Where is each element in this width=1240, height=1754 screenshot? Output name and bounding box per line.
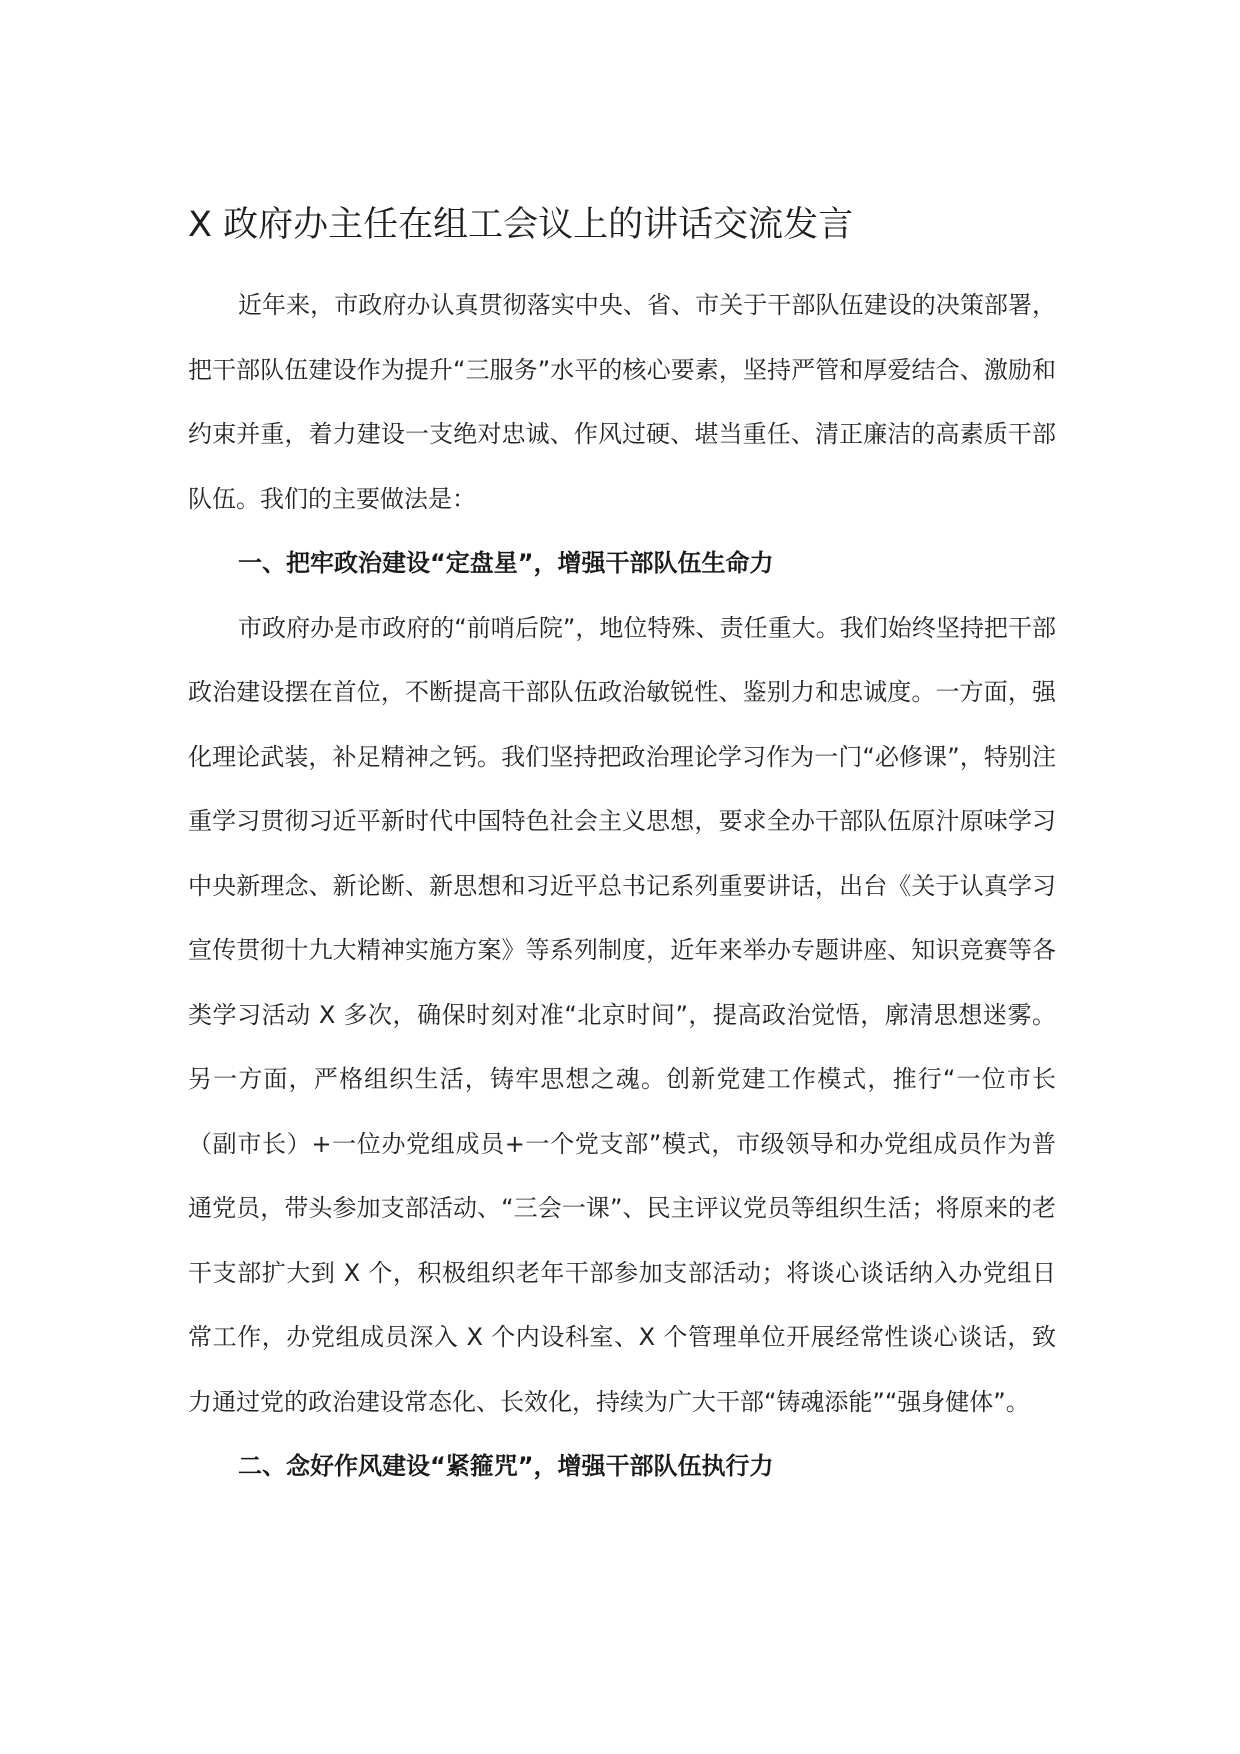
section-heading-2: 二、念好作风建设“紧箍咒”，增强干部队伍执行力 [238,1452,774,1480]
document-body [188,273,1056,1499]
document-title: X 政府办主任在组工会议上的讲话交流发言 [188,205,854,245]
section-heading-1: 一、把牢政治建设“定盘星”，增强干部队伍生命力 [238,549,774,577]
paragraph-political-building: 市政府办是市政府的“前哨后院”，地位特殊、责任重大。我们始终坚持把干部政治建设摆在首位，不断提高干部队伍政治敏锐性、鉴别力和忠诚度。一方面，强化理论武装，补足精神之钙。我们坚持把政治理论学习作为一门“必修课”，特别注重学习贯彻习近平新时代中国特色社会主义思想，要求全办干部队伍原汁原味学习中央新理念、新论断、新思想和习近平总书记系列重要讲话，出台《关于认真学习宣传贯彻十九大精神实施方案》等系列制度，近年来举办专题讲座、知识竞赛等各类学习活动 X 多次，确保时刻对准“北京时间”，提高政治觉悟，廓清思想迷雾。另一方面，严格组织生活，铸牢思想之魂。创新党建工作模式，推行“一位市长（副市长）+一位办党组成员+一个党支部”模式，市级领导和办党组成员作为普通党员，带头参加支部活动、“三会一课”、民主评议党员等组织生活；将原来的老干支部扩大到 X 个，积极组织老年干部参加支部活动；将谈心谈话纳入办党组日常工作，办党组成员深入 X 个内设科室、X 个管理单位开展经常性谈心谈话，致力通过党的政治建设常态化、长效化，持续为广大干部“铸魂添能”“强身健体”。 [188,613,1056,1416]
document-page [188,200,1056,1499]
paragraph-intro: 近年来，市政府办认真贯彻落实中央、省、市关于干部队伍建设的决策部署，把干部队伍建设作为提升“三服务”水平的核心要素，坚持严管和厚爱结合、激励和约束并重，着力建设一支绝对忠诚、作风过硬、堪当重任、清正廉洁的高素质干部队伍。我们的主要做法是： [188,291,1056,513]
